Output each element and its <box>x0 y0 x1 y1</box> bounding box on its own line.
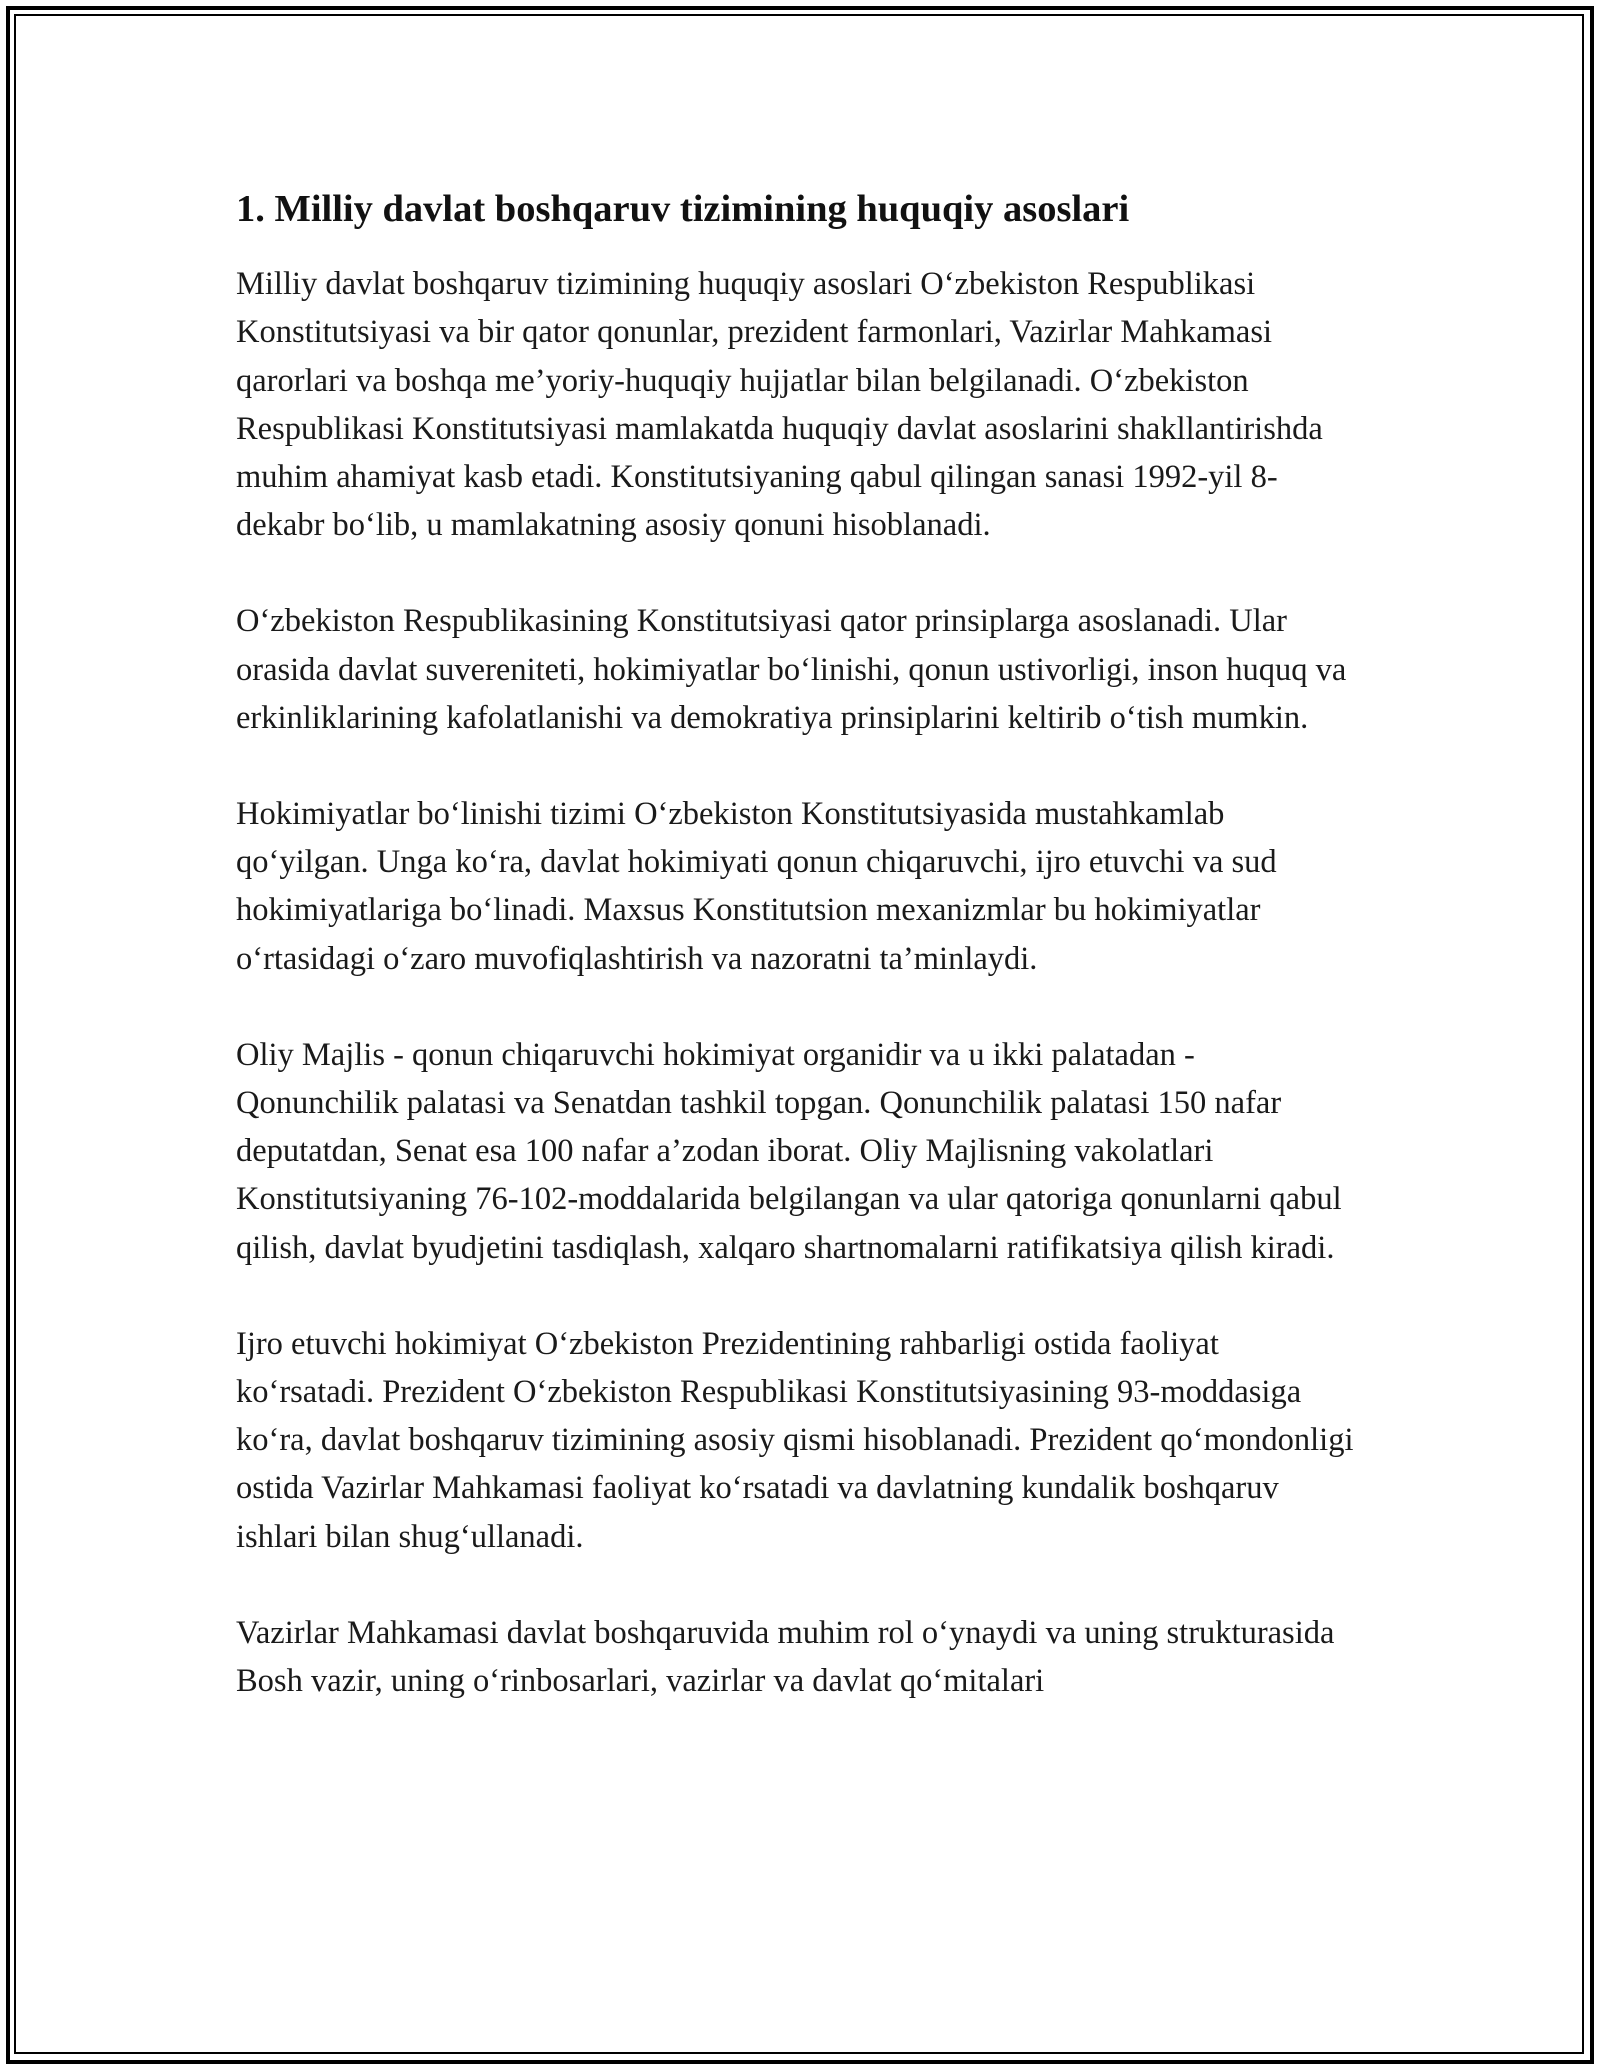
paragraph-1: Milliy davlat boshqaruv tizimining huquqiy asoslari O‘zbekiston Respublikasi Konstitutsiyasi va bir qator qonunlar, prezident farmonlari, Vazirlar Mahkamasi qarorlari va boshqa me’yoriy-huquqiy hujjatlar bilan belgilanadi. O‘zbekiston Respublikasi Konstitutsiyasi mamlakatda huquqiy davlat asoslarini shakllantirishda muhim ahamiyat kasb etadi. Konstitutsiyaning qabul qilingan sanasi 1992-yil 8-dekabr bo‘lib, u mamlakatning asosiy qonuni hisoblanadi. <box>236 266 1323 544</box>
section-heading: 1. Milliy davlat boshqaruv tizimining huquqiy asoslari <box>236 188 1130 230</box>
paragraph-4: Oliy Majlis - qonun chiqaruvchi hokimiyat organidir va u ikki palatadan - Qonunchilik palatasi va Senatdan tashkil topgan. Qonunchilik palatasi 150 nafar deputatdan, Senat esa 100 nafar a’zodan iborat. Oliy Majlisning vakolatlari Konstitutsiyaning 76-102-moddalarida belgilangan va ular qatoriga qonunlarni qabul qilish, davlat byudjetini tasdiqlash, xalqaro shartnomalarni ratifikatsiya qilish kiradi. <box>236 1036 1342 1266</box>
document-body <box>236 186 1356 1753</box>
paragraph-5: Ijro etuvchi hokimiyat O‘zbekiston Prezidentining rahbarligi ostida faoliyat ko‘rsatadi. Prezident O‘zbekiston Respublikasi Konstitutsiyasining 93-moddasiga ko‘ra, davlat boshqaruv tizimining asosiy qismi hisoblanadi. Prezident qo‘mondonligi ostida Vazirlar Mahkamasi faoliyat ko‘rsatadi va davlatning kundalik boshqaruv ishlari bilan shug‘ullanadi. <box>236 1325 1354 1555</box>
paragraph-2: O‘zbekiston Respublikasining Konstitutsiyasi qator prinsiplarga asoslanadi. Ular orasida davlat suvereniteti, hokimiyatlar bo‘linishi, qonun ustivorligi, inson huquq va erkinliklarining kafolatlanishi va demokratiya prinsiplarini keltirib o‘tish mumkin. <box>236 603 1347 736</box>
paragraph-3: Hokimiyatlar bo‘linishi tizimi O‘zbekiston Konstitutsiyasida mustahkamlab qo‘yilgan. Unga ko‘ra, davlat hokimiyati qonun chiqaruvchi, ijro etuvchi va sud hokimiyatlariga bo‘linadi. Maxsus Konstitutsion mexanizmlar bu hokimiyatlar o‘rtasidagi o‘zaro muvofiqlashtirish va nazoratni ta’minlaydi. <box>236 796 1277 977</box>
paragraph-6: Vazirlar Mahkamasi davlat boshqaruvida muhim rol o‘ynaydi va uning strukturasida Bosh vazir, uning o‘rinbosarlari, vazirlar va davlat qo‘mitalari <box>236 1614 1335 1700</box>
